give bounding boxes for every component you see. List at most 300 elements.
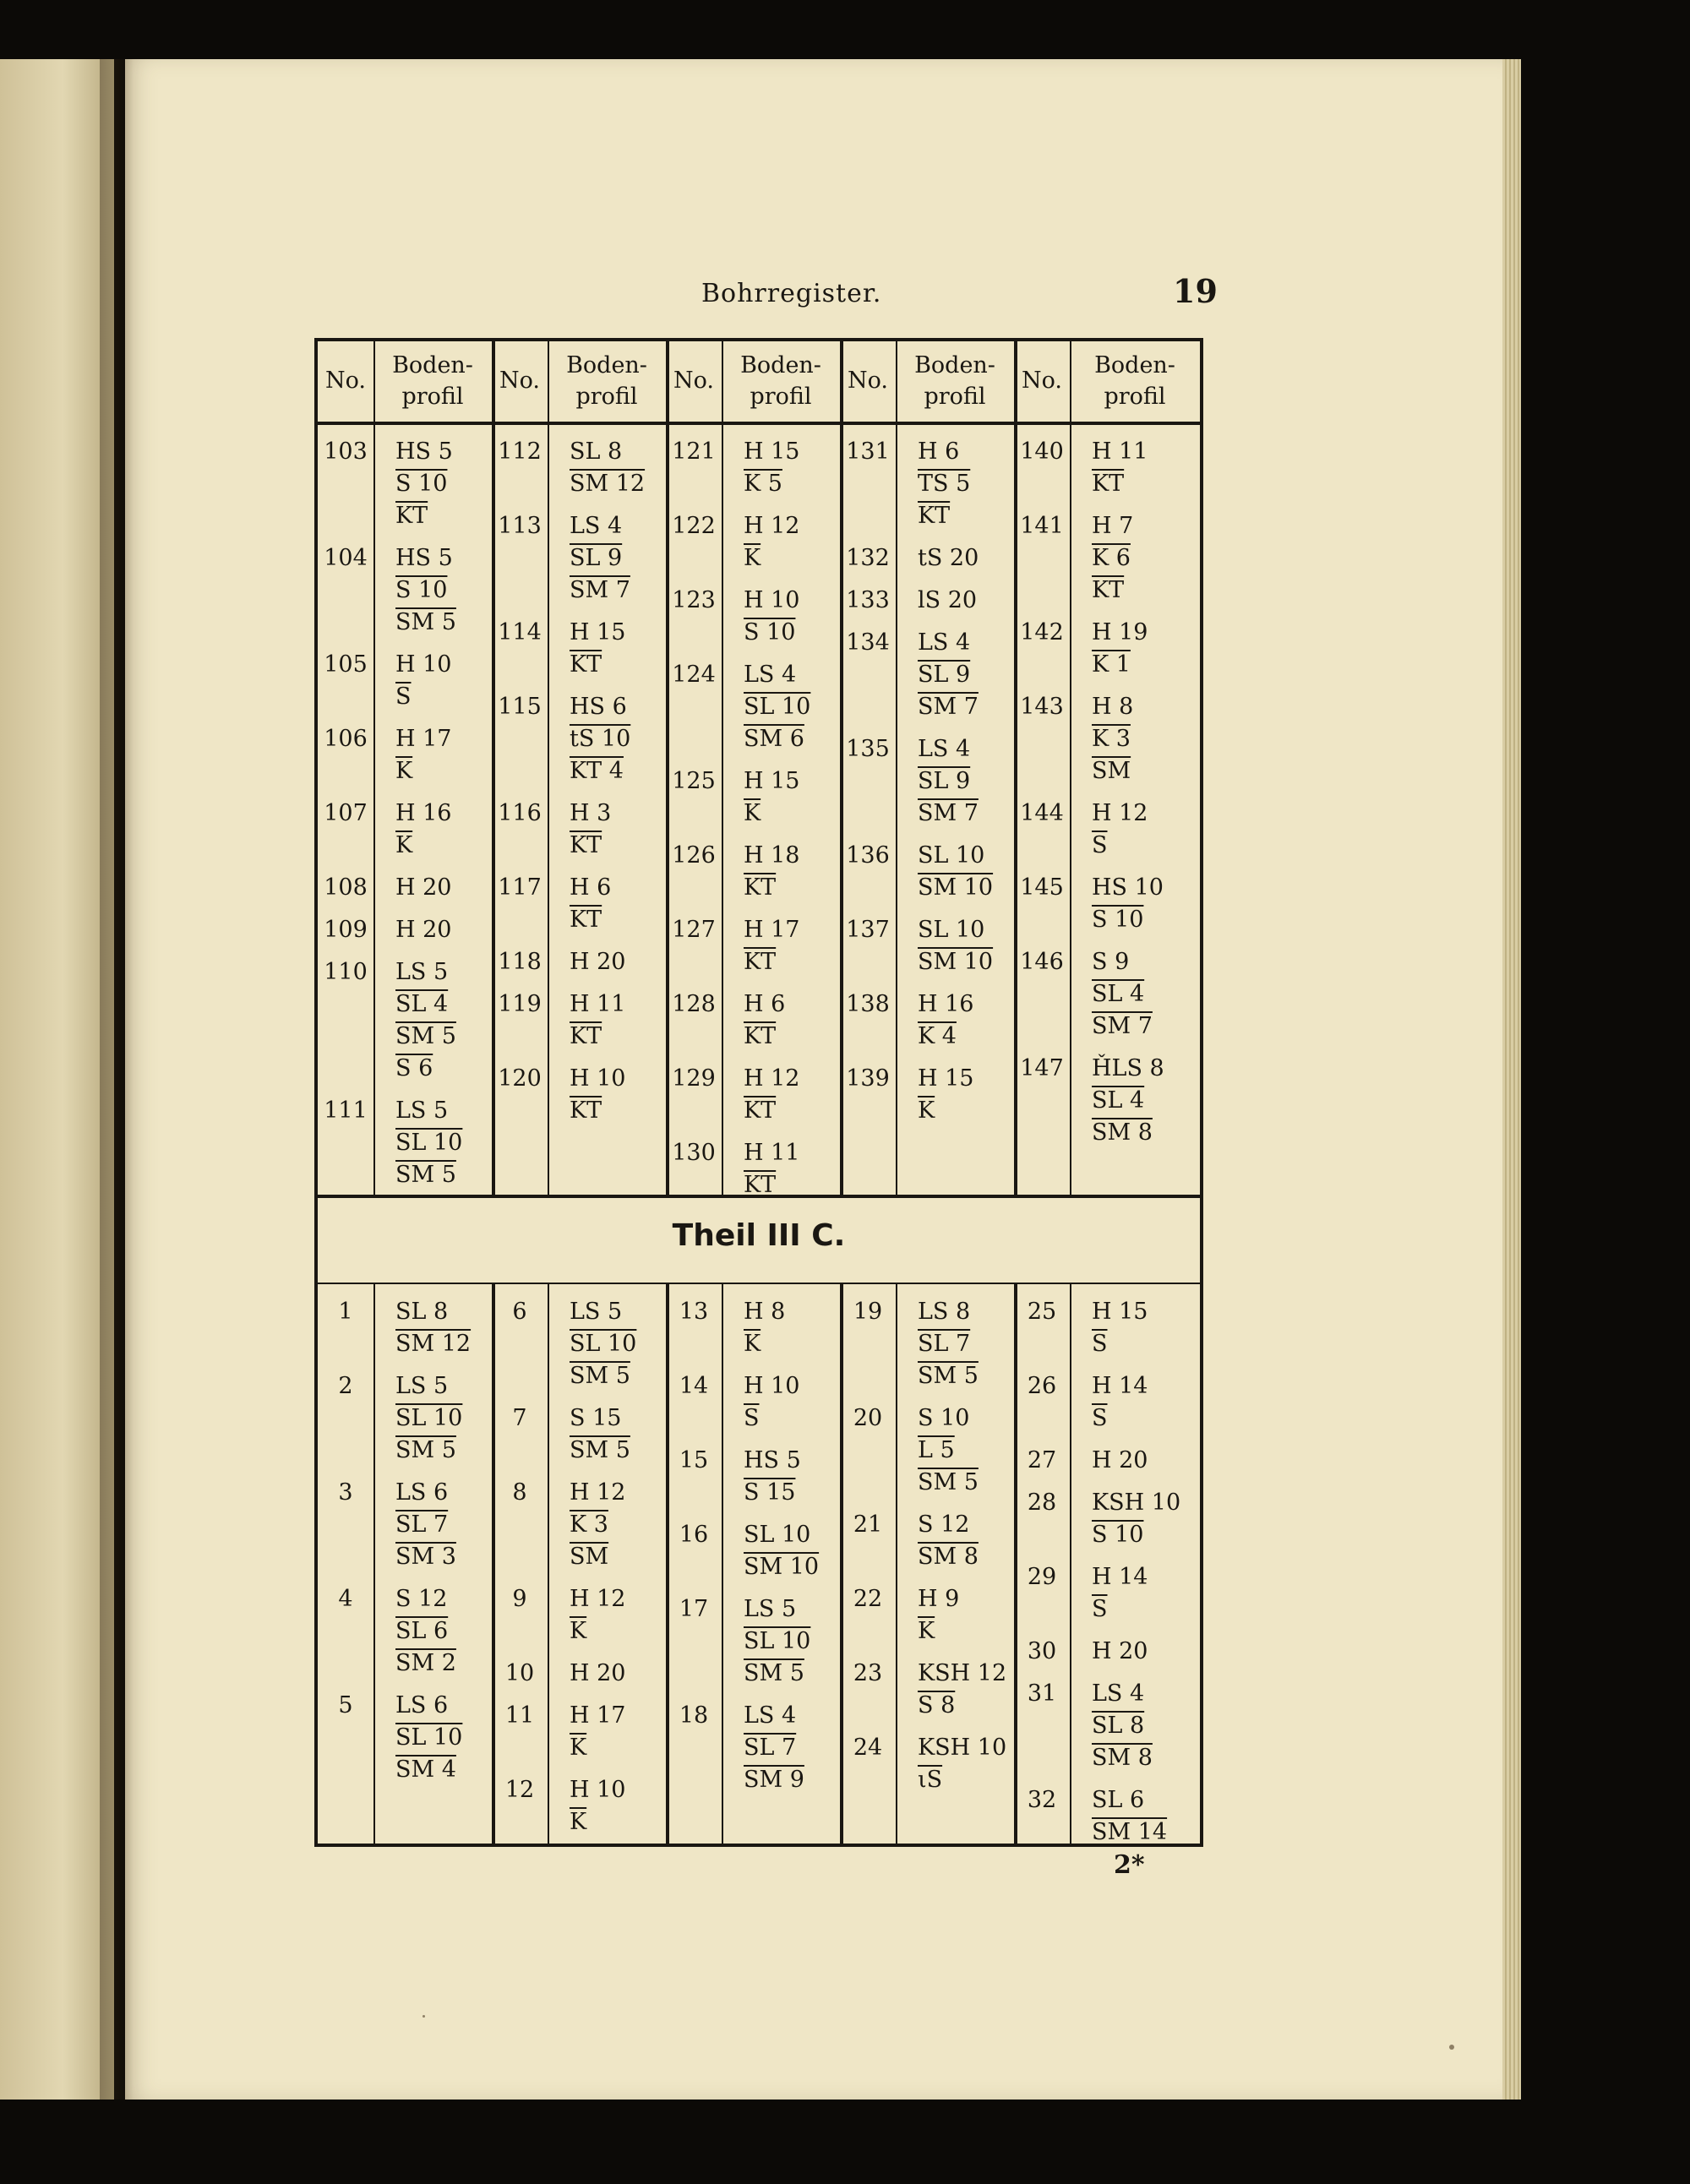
profile-layer: SL 10: [918, 917, 985, 943]
section-title: Theil III C.: [672, 1218, 846, 1253]
profile-layer: $\overline{K}$: [918, 1618, 935, 1644]
column-rule: [666, 1283, 669, 1847]
profile-layer: $\overline{SM}$: [570, 1544, 609, 1570]
soil-profile: [744, 1593, 810, 1690]
soil-profile: [1092, 1053, 1164, 1149]
soil-profile: [1092, 1636, 1148, 1668]
profile-layer: H 8: [1092, 694, 1134, 720]
profile-layer: SL 10: [570, 1331, 637, 1357]
soil-profile: [1092, 1561, 1148, 1626]
header-rule: [318, 422, 1200, 425]
profile-layer: H 20: [395, 874, 452, 901]
borehole-number: 138: [846, 991, 890, 1017]
profile-layer: H 16: [395, 800, 452, 826]
profile-layer: TS 5: [918, 471, 971, 497]
borehole-number: 5: [338, 1692, 353, 1718]
profile-layer: SM 4: [395, 1756, 456, 1783]
profile-layer: $\overline{\iota S}$: [918, 1767, 943, 1793]
soil-profile: [918, 1402, 979, 1499]
soil-profile: [744, 765, 800, 830]
profile-layer: HS 5: [744, 1447, 801, 1473]
profile-layer: SM 12: [395, 1331, 472, 1357]
profile-layer: $\overline{K}$: [918, 1097, 935, 1124]
profile-layer: $\overline{KT}$: [570, 651, 602, 678]
borehole-number: 8: [512, 1479, 527, 1506]
profile-layer: H 8: [744, 1299, 786, 1325]
profile-layer: KT 4: [570, 758, 624, 784]
soil-profile: [918, 1063, 974, 1127]
column-rule: [896, 341, 897, 1195]
soil-profile: [395, 1370, 462, 1467]
header-bodenprofil: Boden- profil: [1094, 352, 1175, 410]
profile-layer: H 10: [570, 1065, 626, 1092]
profile-layer: SM 10: [918, 949, 994, 975]
soil-profile: [918, 1732, 1006, 1796]
profile-layer: H 20: [570, 949, 626, 975]
borehole-number: 146: [1020, 949, 1064, 975]
soil-profile: [744, 840, 800, 904]
soil-profile: [744, 914, 800, 978]
profile-layer: SM 2: [395, 1650, 456, 1676]
profile-layer: SL 8: [395, 1299, 449, 1325]
profile-layer: K 6: [1092, 545, 1131, 571]
profile-layer: H 6: [918, 438, 960, 465]
soil-profile: [570, 691, 630, 787]
borehole-number: 142: [1020, 619, 1064, 645]
soil-profile: [1092, 1445, 1148, 1477]
soil-profile: [918, 1296, 979, 1392]
profile-layer: K 3: [570, 1511, 608, 1538]
profile-layer: $\overline{KT}$: [395, 503, 428, 529]
borehole-number: 4: [338, 1586, 353, 1612]
profile-layer: $\overline{S}$: [395, 684, 412, 710]
borehole-number: 143: [1020, 694, 1064, 720]
profile-layer: SL 10: [918, 842, 985, 869]
profile-layer: S 10: [744, 619, 796, 645]
borehole-number: 114: [498, 619, 542, 645]
borehole-number: 123: [672, 587, 716, 613]
profile-layer: S 15: [570, 1405, 622, 1431]
running-head: Bohrregister.: [701, 279, 882, 308]
profile-layer: SL 6: [1092, 1787, 1145, 1813]
header-no: No.: [499, 368, 540, 395]
soil-profile: [1092, 436, 1148, 500]
borehole-number: 144: [1020, 800, 1064, 826]
profile-layer: H 12: [744, 1065, 800, 1092]
soil-profile: [570, 510, 630, 607]
profile-layer: S 10: [395, 577, 448, 603]
profile-layer: lS 20: [918, 587, 978, 613]
column-rule: [722, 1283, 723, 1847]
soil-profile: [395, 723, 452, 787]
borehole-number: 7: [512, 1405, 527, 1431]
soil-profile: [744, 1137, 800, 1201]
profile-layer: H 18: [744, 842, 800, 869]
profile-layer: SM 12: [570, 471, 646, 497]
borehole-number: 30: [1027, 1638, 1057, 1664]
borehole-number: 125: [672, 768, 716, 794]
soil-profile: [918, 914, 993, 978]
soil-profile: [570, 798, 611, 862]
profile-layer: SM 3: [395, 1544, 456, 1570]
profile-layer: SL 4: [1092, 1087, 1145, 1114]
profile-layer: K 5: [744, 471, 782, 497]
profile-layer: SM 14: [1092, 1819, 1168, 1845]
soil-profile: [395, 1095, 462, 1191]
profile-layer: SM 5: [570, 1437, 630, 1463]
borehole-number: 147: [1020, 1055, 1064, 1081]
profile-layer: $\overline{K}$: [570, 1735, 587, 1761]
profile-layer: SM 9: [744, 1767, 804, 1793]
profile-layer: $\overline{S}$: [1092, 1405, 1108, 1431]
borehole-number: 137: [846, 917, 890, 943]
header-bodenprofil: Boden- profil: [740, 352, 821, 410]
borehole-number: 11: [504, 1702, 535, 1729]
borehole-number: 19: [853, 1299, 883, 1325]
soil-profile: [395, 1477, 456, 1573]
borehole-number: 20: [853, 1405, 883, 1431]
soil-profile: [570, 1063, 626, 1127]
profile-layer: H 6: [744, 991, 786, 1017]
borehole-number: 135: [846, 736, 890, 762]
borehole-number: 17: [679, 1596, 709, 1622]
soil-profile: [1092, 1296, 1148, 1360]
borehole-number: 105: [324, 651, 368, 678]
soil-profile: [1092, 798, 1148, 862]
soil-profile: [570, 872, 611, 936]
profile-layer: $\overline{S}$: [1092, 1596, 1108, 1622]
profile-layer: KSH 10: [918, 1735, 1007, 1761]
profile-layer: $\overline{KT}$: [1092, 577, 1125, 603]
profile-layer: $\overline{KT}$: [570, 1097, 602, 1124]
column-rule: [373, 341, 375, 1195]
profile-layer: $\overline{K}$: [395, 832, 413, 858]
profile-layer: LS 6: [395, 1479, 449, 1506]
profile-layer: $\overline{KT}$: [918, 503, 951, 529]
profile-layer: H 3: [570, 800, 612, 826]
column-rule: [548, 341, 549, 1195]
soil-profile: [395, 1690, 462, 1786]
profile-layer: HS 5: [395, 438, 453, 465]
header-bodenprofil: Boden- profil: [392, 352, 473, 410]
paper-speck: [1449, 2045, 1454, 2050]
section-rule-bottom: [318, 1283, 1200, 1284]
profile-layer: LS 4: [744, 1702, 797, 1729]
profile-layer: SL 4: [1092, 981, 1145, 1007]
soil-profile: [1092, 872, 1164, 936]
borehole-number: 127: [672, 917, 716, 943]
profile-layer: SL 10: [744, 1522, 811, 1548]
borehole-number: 1: [338, 1299, 353, 1325]
soil-profile: [395, 1583, 456, 1680]
profile-layer: LS 5: [395, 1097, 449, 1124]
borehole-number: 13: [679, 1299, 709, 1325]
borehole-number: 121: [672, 438, 716, 465]
profile-layer: SL 10: [395, 1724, 463, 1751]
column-rule: [1070, 1283, 1071, 1847]
profile-layer: tS 20: [918, 545, 979, 571]
borehole-number: 22: [853, 1586, 883, 1612]
soil-profile: [395, 542, 456, 639]
profile-layer: H 17: [395, 726, 452, 752]
soil-profile: [918, 1583, 959, 1648]
profile-layer: ȞLS 8: [1092, 1055, 1164, 1081]
profile-layer: H 10: [744, 1373, 800, 1399]
profile-layer: SM 5: [395, 1437, 456, 1463]
profile-layer: $\overline{KT}$: [744, 949, 777, 975]
soil-profile: [744, 510, 800, 575]
soil-profile: [744, 1445, 801, 1509]
profile-layer: H 20: [1092, 1447, 1148, 1473]
borehole-number: 140: [1020, 438, 1064, 465]
borehole-number: 12: [504, 1777, 535, 1803]
soil-profile: [1092, 1370, 1148, 1435]
soil-profile: [1092, 617, 1148, 681]
borehole-number: 132: [846, 545, 890, 571]
borehole-number: 106: [324, 726, 368, 752]
page-edges: [1502, 59, 1521, 2100]
soil-profile: [744, 1700, 804, 1796]
borehole-number: 28: [1027, 1490, 1057, 1516]
borehole-number: 25: [1027, 1299, 1057, 1325]
profile-layer: H 11: [744, 1140, 800, 1166]
profile-layer: $\overline{K}$: [570, 1618, 587, 1644]
borehole-number: 111: [324, 1097, 368, 1124]
borehole-number: 31: [1027, 1680, 1057, 1707]
profile-layer: LS 4: [1092, 1680, 1145, 1707]
soil-profile: [918, 1509, 979, 1573]
borehole-number: 118: [498, 949, 542, 975]
column-rule: [1070, 341, 1071, 1195]
profile-layer: SL 10: [395, 1405, 463, 1431]
soil-profile: [395, 956, 456, 1085]
borehole-number: 122: [672, 513, 716, 539]
borehole-number: 2: [338, 1373, 353, 1399]
borehole-number: 131: [846, 438, 890, 465]
profile-layer: S 12: [918, 1511, 970, 1538]
borehole-number: 27: [1027, 1447, 1057, 1473]
profile-layer: KSH 10: [1092, 1490, 1181, 1516]
soil-profile: [744, 1519, 819, 1583]
profile-layer: SM 8: [1092, 1119, 1153, 1146]
profile-layer: SM 7: [918, 800, 979, 826]
borehole-number: 16: [679, 1522, 709, 1548]
profile-layer: H 12: [570, 1479, 626, 1506]
profile-layer: HS 5: [395, 545, 453, 571]
borehole-number: 139: [846, 1065, 890, 1092]
borehole-number: 3: [338, 1479, 353, 1506]
soil-profile: [570, 1700, 626, 1764]
borehole-number: 103: [324, 438, 368, 465]
borehole-number: 26: [1027, 1373, 1057, 1399]
profile-layer: $\overline{SM}$: [1092, 758, 1131, 784]
column-rule: [722, 341, 723, 1195]
profile-layer: SL 10: [744, 1628, 811, 1654]
column-rule: [548, 1283, 549, 1847]
profile-layer: H 7: [1092, 513, 1134, 539]
profile-layer: LS 5: [570, 1299, 623, 1325]
header-bodenprofil: Boden- profil: [914, 352, 995, 410]
profile-layer: H 14: [1092, 1373, 1148, 1399]
profile-layer: H 6: [570, 874, 612, 901]
profile-layer: LS 4: [744, 662, 797, 688]
borehole-number: 15: [679, 1447, 709, 1473]
borehole-number: 104: [324, 545, 368, 571]
borehole-number: 117: [498, 874, 542, 901]
profile-layer: SL 7: [744, 1735, 797, 1761]
column-rule: [492, 1283, 495, 1847]
profile-layer: LS 4: [918, 629, 971, 656]
borehole-number: 115: [498, 694, 542, 720]
header-no: No.: [673, 368, 714, 395]
borehole-number: 9: [512, 1586, 527, 1612]
profile-layer: H 19: [1092, 619, 1148, 645]
borehole-number: 108: [324, 874, 368, 901]
profile-layer: SM 5: [744, 1660, 804, 1686]
soil-profile: [395, 798, 452, 862]
left-page-edge: [0, 59, 114, 2100]
profile-layer: SM 8: [918, 1544, 979, 1570]
soil-profile: [570, 1477, 626, 1573]
profile-layer: H 12: [1092, 800, 1148, 826]
profile-layer: $\overline{K}$: [744, 800, 761, 826]
profile-layer: H 10: [395, 651, 452, 678]
borehole-register-table: [314, 338, 1203, 1847]
borehole-number: 141: [1020, 513, 1064, 539]
soil-profile: [395, 1296, 471, 1360]
paper-speck: [422, 2015, 425, 2018]
profile-layer: SL 10: [744, 694, 811, 720]
soil-profile: [395, 436, 453, 532]
profile-layer: H 12: [744, 513, 800, 539]
profile-layer: H 15: [570, 619, 626, 645]
profile-layer: SM 5: [395, 1023, 456, 1049]
profile-layer: SL 9: [918, 662, 971, 688]
soil-profile: [918, 542, 979, 575]
borehole-number: 21: [853, 1511, 883, 1538]
profile-layer: $\overline{KT}$: [570, 832, 602, 858]
profile-layer: $\overline{S}$: [1092, 1331, 1108, 1357]
profile-layer: S 10: [918, 1405, 970, 1431]
soil-profile: [918, 627, 979, 723]
borehole-number: 133: [846, 587, 890, 613]
profile-layer: $\overline{S}$: [1092, 832, 1108, 858]
profile-layer: $\overline{K}$: [744, 545, 761, 571]
profile-layer: SM 6: [744, 726, 804, 752]
profile-layer: SL 10: [395, 1130, 463, 1156]
profile-layer: $\overline{KT}$: [570, 1023, 602, 1049]
soil-profile: [918, 840, 993, 904]
soil-profile: [570, 1658, 626, 1690]
profile-layer: LS 6: [395, 1692, 449, 1718]
borehole-number: 110: [324, 959, 368, 985]
header-no: No.: [848, 368, 888, 395]
profile-layer: KSH 12: [918, 1660, 1007, 1686]
header-bodenprofil: Boden- profil: [566, 352, 647, 410]
profile-layer: SM 5: [918, 1469, 979, 1495]
soil-profile: [570, 617, 626, 681]
profile-layer: H 15: [744, 768, 800, 794]
profile-layer: LS 4: [918, 736, 971, 762]
borehole-number: 14: [679, 1373, 709, 1399]
profile-layer: SL 7: [395, 1511, 449, 1538]
profile-layer: tS 10: [570, 726, 631, 752]
soil-profile: [918, 436, 970, 532]
profile-layer: $\overline{KT}$: [1092, 471, 1125, 497]
borehole-number: 120: [498, 1065, 542, 1092]
borehole-number: 145: [1020, 874, 1064, 901]
profile-layer: $\overline{S}$: [744, 1405, 760, 1431]
profile-layer: SL 9: [570, 545, 623, 571]
profile-layer: H 10: [570, 1777, 626, 1803]
profile-layer: $\overline{KT}$: [744, 1097, 777, 1124]
profile-layer: S 12: [395, 1586, 448, 1612]
profile-layer: H 10: [744, 587, 800, 613]
profile-layer: S 10: [395, 471, 448, 497]
profile-layer: LS 4: [570, 513, 623, 539]
profile-layer: S 10: [1092, 907, 1144, 933]
soil-profile: [570, 1402, 630, 1467]
profile-layer: H 15: [918, 1065, 974, 1092]
profile-layer: H 14: [1092, 1564, 1148, 1590]
soil-profile: [744, 989, 785, 1053]
borehole-number: 10: [504, 1660, 535, 1686]
profile-layer: SL 8: [570, 438, 623, 465]
profile-layer: H 11: [570, 991, 626, 1017]
borehole-number: 23: [853, 1660, 883, 1686]
profile-layer: SL 8: [1092, 1713, 1145, 1739]
profile-layer: L 5: [918, 1437, 955, 1463]
soil-profile: [570, 1296, 636, 1392]
profile-layer: S 10: [1092, 1522, 1144, 1548]
soil-profile: [1092, 1678, 1153, 1774]
book-gutter: [100, 59, 134, 2100]
profile-layer: K 3: [1092, 726, 1131, 752]
column-rule: [896, 1283, 897, 1847]
profile-layer: H 20: [395, 917, 452, 943]
profile-layer: SM 5: [918, 1363, 979, 1389]
borehole-number: 29: [1027, 1564, 1057, 1590]
profile-layer: LS 5: [395, 959, 449, 985]
soil-profile: [570, 1583, 626, 1648]
soil-profile: [570, 436, 645, 500]
profile-layer: SM 5: [395, 1162, 456, 1188]
soil-profile: [744, 585, 800, 649]
soil-profile: [918, 733, 979, 830]
profile-layer: H 11: [1092, 438, 1148, 465]
profile-layer: SM 10: [918, 874, 994, 901]
profile-layer: SM 5: [395, 609, 456, 635]
soil-profile: [570, 1774, 626, 1838]
profile-layer: SM 7: [570, 577, 630, 603]
page-number: 19: [1173, 272, 1218, 310]
soil-profile: [918, 585, 977, 617]
profile-layer: K 4: [918, 1023, 957, 1049]
soil-profile: [744, 1370, 800, 1435]
header-no: No.: [1022, 368, 1062, 395]
profile-layer: LS 8: [918, 1299, 971, 1325]
borehole-number: 130: [672, 1140, 716, 1166]
profile-layer: SL 9: [918, 768, 971, 794]
borehole-number: 24: [853, 1735, 883, 1761]
soil-profile: [744, 436, 800, 500]
soil-profile: [1092, 1487, 1180, 1551]
borehole-number: 136: [846, 842, 890, 869]
profile-layer: LS 5: [744, 1596, 797, 1622]
profile-layer: SM 7: [1092, 1013, 1153, 1039]
profile-layer: SL 6: [395, 1618, 449, 1644]
borehole-number: 134: [846, 629, 890, 656]
